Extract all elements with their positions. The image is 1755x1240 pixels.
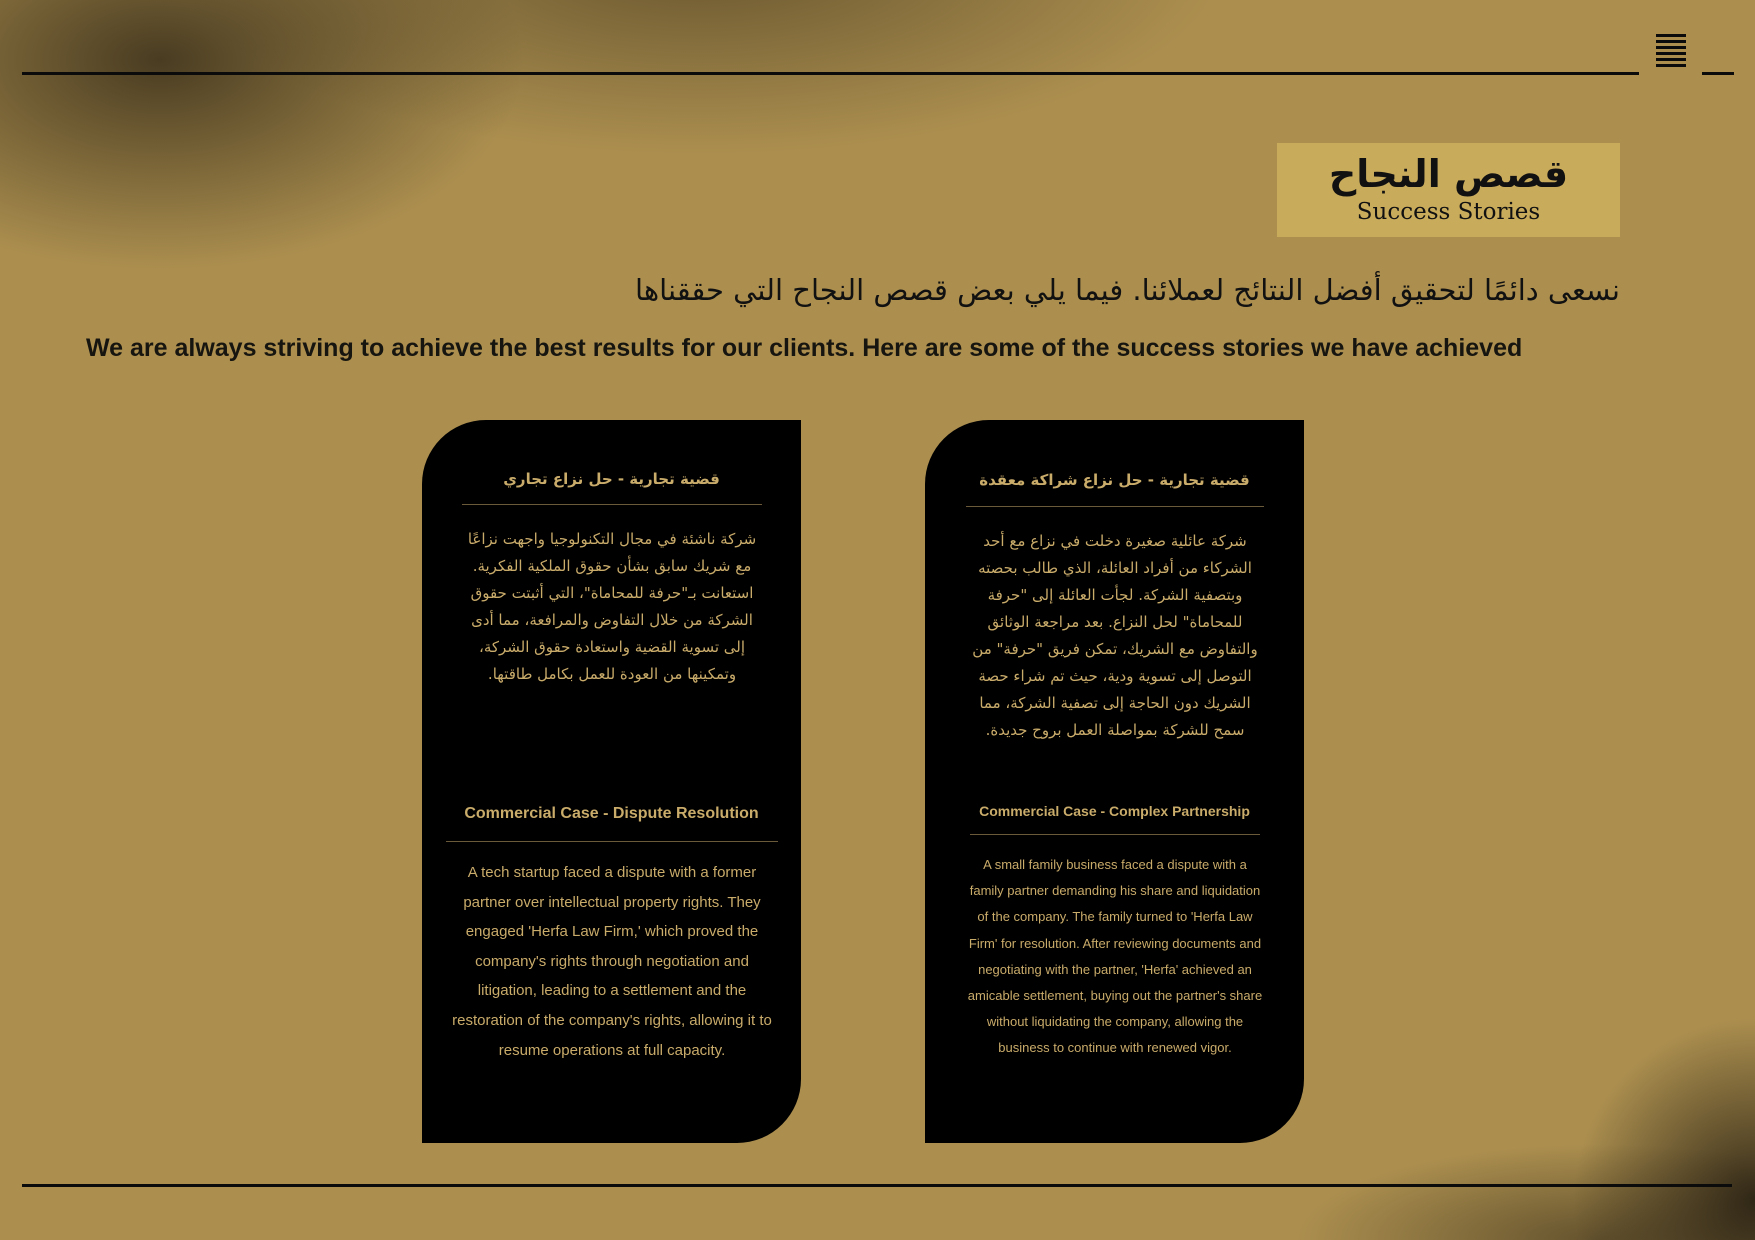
card-divider [462,504,762,505]
card-title-arabic: قضية تجارية - حل نزاع شراكة معقدة [979,471,1250,489]
card-body-english: A small family business faced a dispute with a family partner demanding his share and liquidation of the company. The family turned to 'Herfa Law Firm' for resolution. After reviewing documents and negotiating with the partner, 'Herfa' achieved an amicable settlement, buying out the partner's share without liquidating the company, allowing the business to continue with renewed vigor. [967,857,1263,1056]
page-title-arabic: قصص النجاح [1328,152,1569,196]
top-divider-short-line [1702,72,1734,75]
bottom-divider-line [22,1184,1732,1187]
card-title-arabic: قضية تجارية - حل نزاع تجاري [503,470,720,488]
card-body-english: A tech startup faced a dispute with a former partner over intellectual property rights. They engaged 'Herfa Law Firm,' which proved the company's rights through negotiation and litigation, leading to a settlement and the restoration of the company's rights, allowing it to resume operations at full capacity. [452,864,772,1059]
card-divider [446,841,778,842]
card-body-arabic: شركة ناشئة في مجال التكنولوجيا واجهت نزاعًا مع شريك سابق بشأن حقوق الملكية الفكرية. استعانت بـ"حرفة للمحاماة"، التي أثبتت حقوق الشركة من خلال التفاوض والمرافعة، مما أدى إلى تسوية القضية واستعادة حقوق الشركة، وتمكينها من العودة للعمل بكامل طاقتها. [467,530,757,683]
intro-text-english: We are always striving to achieve the best results for our clients. Here are some of the success stories we have achieved [86,334,1523,362]
top-divider-line [22,72,1639,75]
intro-text-arabic: نسعى دائمًا لتحقيق أفضل النتائج لعملائنا. فيما يلي بعض قصص النجاح التي حققناها [634,273,1620,307]
page-title-box [1277,143,1620,237]
success-story-card-1 [422,420,801,1143]
card-title-english: Commercial Case - Dispute Resolution [464,805,759,822]
card-body-arabic: شركة عائلية صغيرة دخلت في نزاع مع أحد الشركاء من أفراد العائلة، الذي طالب بحصته وبتصفية الشركة. لجأت العائلة إلى "حرفة للمحاماة" لحل النزاع. بعد مراجعة الوثائق والتفاوض مع الشريك، تمكن فريق "حرفة" من التوصل إلى تسوية ودية، حيث تم شراء حصة الشريك دون الحاجة إلى تصفية الشركة، مما سمح للشركة بمواصلة العمل بروح جديدة. [972,532,1258,739]
card-title-english: Commercial Case - Complex Partnership [979,803,1250,819]
page-title-english: Success Stories [1356,199,1541,225]
success-story-card-2 [925,420,1304,1143]
card-divider [966,506,1264,507]
law-firm-logo-icon [1656,34,1686,76]
card-divider [970,834,1260,835]
